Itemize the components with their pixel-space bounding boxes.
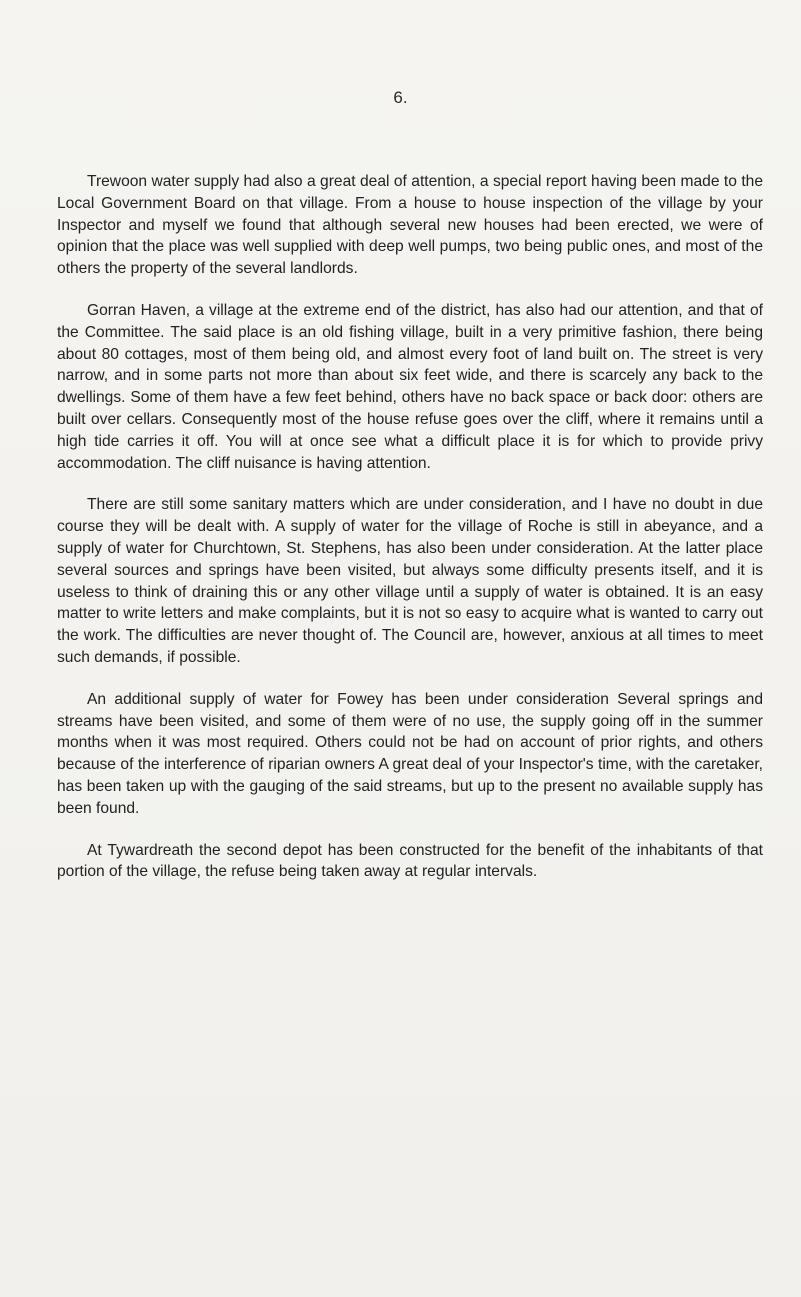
body-text: [57, 171, 763, 903]
paragraph-fowey: An additional supply of water for Fowey has been under consideration Several springs and streams have been visited, and some of them were of no use, the supply going off in the summer months when it was most required. Others could not be had on account of prior rights, and others because of the interference of riparian owners A great deal of your Inspector's time, with the caretaker, has been taken up with the gauging of the said streams, but up to the present no available supply has been found.: [57, 690, 763, 817]
paragraph-sanitary-matters: There are still some sanitary matters which are under consideration, and I have no doubt in due course they will be dealt with. A supply of water for the village of Roche is still in abeyance, and a supply of water for Churchtown, St. Stephens, has also been under consideration. At the latter place several sources and springs have been visited, but always some difficulty presents itself, and it is useless to think of draining this or any other village until a supply of water is obtained. It is an easy matter to write letters and make complaints, but it is not so easy to acquire what is wanted to carry out the work. The difficulties are never thought of. The Council are, however, anxious at all times to meet such demands, if possible.: [57, 496, 763, 666]
paragraph-tywardreath: At Tywardreath the second depot has been constructed for the benefit of the inhabitants of that portion of the village, the refuse being taken away at regular intervals.: [57, 841, 763, 881]
paragraph-gorran-haven: Gorran Haven, a village at the extreme end of the district, has also had our attention, and that of the Committee. The said place is an old fishing village, built in a very primitive fashion, there being about 80 cottages, most of them being old, and almost every foot of land built on. The street is very narrow, and in some parts not more than about six feet wide, and there is scarcely any back to the dwellings. Some of them have a few feet behind, others have no back space or back door: others are built over cellars. Consequently most of the house refuse goes over the cliff, where it remains until a high tide carries it off. You will at once see what a difficult place it is for which to provide privy accommodation. The cliff nuisance is having attention.: [57, 301, 763, 472]
page-number: 6.: [393, 88, 408, 107]
paragraph-trewoon: Trewoon water supply had also a great deal of attention, a special report having been made to the Local Government Board on that village. From a house to house inspection of the village by your Inspector and myself we found that although several new houses had been erected, we were of opinion that the place was well supplied with deep well pumps, two being public ones, and most of the others the property of the several landlords.: [57, 173, 763, 278]
